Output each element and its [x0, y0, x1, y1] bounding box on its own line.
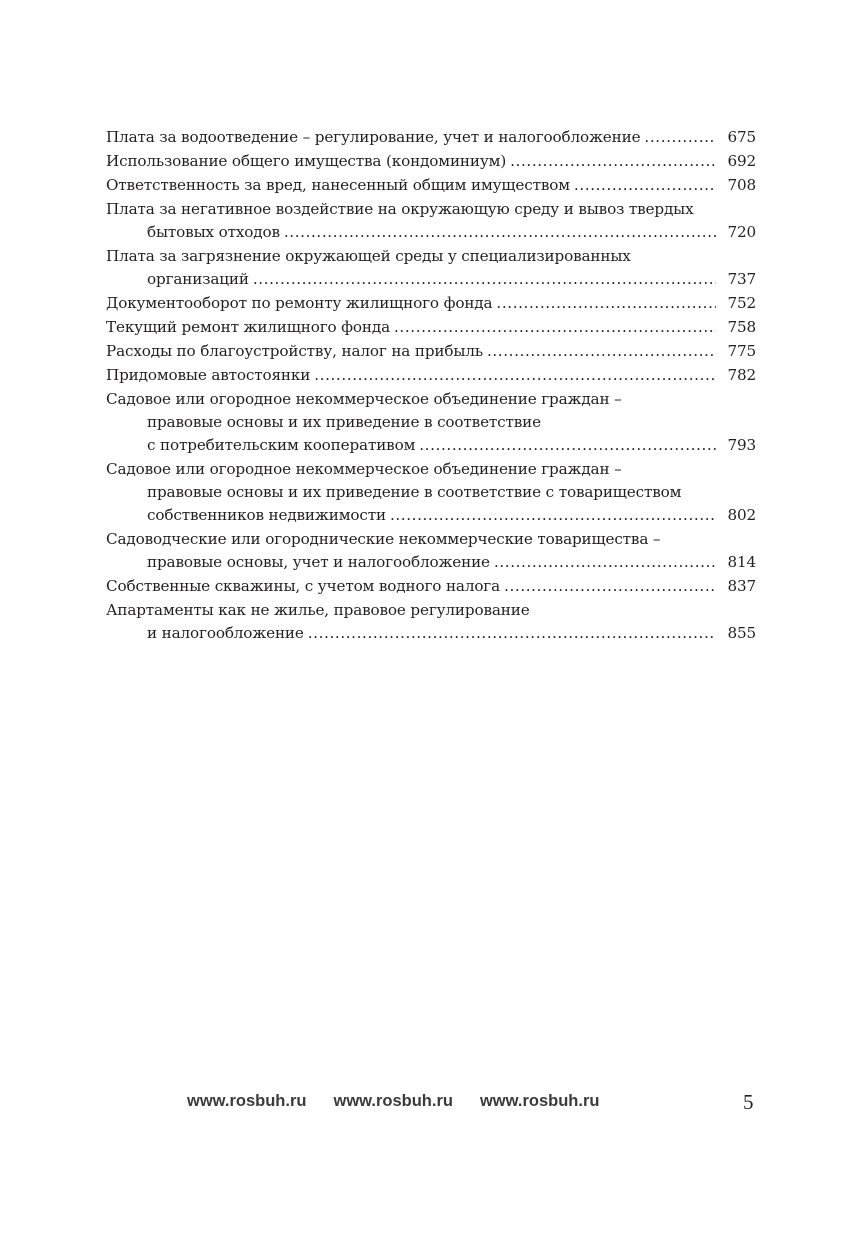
toc-entry[interactable]	[106, 150, 756, 173]
toc-entry-title-line: бытовых отходов	[147, 223, 280, 241]
toc-entry-title-line: Плата за негативное воздействие на окружающую среду и вывоз твердых	[106, 200, 694, 218]
dot-leader	[314, 364, 716, 387]
toc-entry[interactable]	[106, 458, 756, 527]
footer-urls	[187, 1092, 626, 1111]
toc-entry-title-line: Ответственность за вред, нанесенный общим имуществом	[106, 176, 570, 194]
toc-entry-title-line: Текущий ремонт жилищного фонда	[106, 318, 390, 336]
dot-leader	[494, 551, 716, 574]
toc-entry-title-line: организаций	[147, 270, 249, 288]
toc-entry-title-line: Собственные скважины, с учетом водного налога	[106, 577, 501, 595]
toc-entry-title-line: и налогообложение	[147, 624, 304, 642]
toc-entry[interactable]	[106, 316, 756, 339]
toc-entry-title-line: правовые основы, учет и налогообложение	[147, 553, 490, 571]
toc-entry[interactable]	[106, 245, 756, 291]
footer-url[interactable]: www.rosbuh.ru	[187, 1092, 307, 1110]
toc-entry-title-line: Садоводческие или огороднические некоммерческие товарищества –	[106, 530, 661, 548]
toc-entry[interactable]	[106, 126, 756, 149]
toc-entry[interactable]	[106, 174, 756, 197]
toc-page-number: 708	[727, 176, 756, 194]
dot-leader	[504, 575, 716, 598]
dot-leader	[284, 221, 716, 244]
toc-page-number: 758	[727, 318, 756, 336]
dot-leader	[496, 292, 716, 315]
toc-entry-title-line: Садовое или огородное некоммерческое объединение граждан –	[106, 390, 622, 408]
toc-entry-title-line: Плата за загрязнение окружающей среды у специализированных	[106, 247, 631, 265]
toc-page-number: 855	[727, 624, 756, 642]
toc-page-number: 793	[727, 436, 756, 454]
toc-entry-title-line: Апартаменты как не жилье, правовое регулирование	[106, 601, 530, 619]
page-footer	[0, 1092, 857, 1118]
toc-entry[interactable]	[106, 388, 756, 457]
toc-page-number: 720	[727, 223, 756, 241]
toc-page-number: 802	[727, 506, 756, 524]
toc-page-number: 782	[727, 366, 756, 384]
toc-entry-title-line: Документооборот по ремонту жилищного фонда	[106, 294, 493, 312]
dot-leader	[308, 622, 716, 645]
footer-url[interactable]: www.rosbuh.ru	[479, 1092, 600, 1110]
toc-entry-title-line: правовые основы и их приведение в соответствие с товариществом	[147, 483, 682, 501]
footer-url[interactable]: www.rosbuh.ru	[333, 1092, 453, 1110]
toc-entry-title-line: Использование общего имущества (кондоминиум)	[106, 152, 507, 170]
toc-entry-title-line: с потребительским кооперативом	[147, 436, 416, 454]
dot-leader	[510, 150, 716, 173]
toc-page-number: 837	[727, 577, 756, 595]
toc-entry-title-line: правовые основы и их приведение в соответствие	[147, 413, 541, 431]
toc-entry-title-line: Придомовые автостоянки	[106, 366, 311, 384]
dot-leader	[253, 268, 716, 291]
toc-entry[interactable]	[106, 198, 756, 244]
dot-leader	[394, 316, 716, 339]
toc-entry[interactable]	[106, 528, 756, 574]
toc-page-number: 737	[727, 270, 756, 288]
toc-entry[interactable]	[106, 575, 756, 598]
toc-page-number: 692	[727, 152, 756, 170]
toc-entry-title-line: Садовое или огородное некоммерческое объединение граждан –	[106, 460, 622, 478]
toc-page-number: 752	[727, 294, 756, 312]
toc-entry[interactable]	[106, 599, 756, 645]
toc-page-number: 814	[727, 553, 756, 571]
dot-leader	[487, 340, 716, 363]
toc-page-number: 775	[727, 342, 756, 360]
toc-entry-title-line: собственников недвижимости	[147, 506, 386, 524]
toc-entry[interactable]	[106, 292, 756, 315]
page-number: 5	[743, 1090, 754, 1114]
dot-leader	[574, 174, 716, 197]
toc-entry-title-line: Плата за водоотведение – регулирование, учет и налогообложение	[106, 128, 641, 146]
dot-leader	[644, 126, 716, 149]
dot-leader	[390, 504, 716, 527]
dot-leader	[419, 434, 716, 457]
toc-page-number: 675	[727, 128, 756, 146]
table-of-contents	[106, 126, 756, 646]
toc-entry[interactable]	[106, 364, 756, 387]
toc-entry[interactable]	[106, 340, 756, 363]
toc-entry-title-line: Расходы по благоустройству, налог на прибыль	[106, 342, 483, 360]
